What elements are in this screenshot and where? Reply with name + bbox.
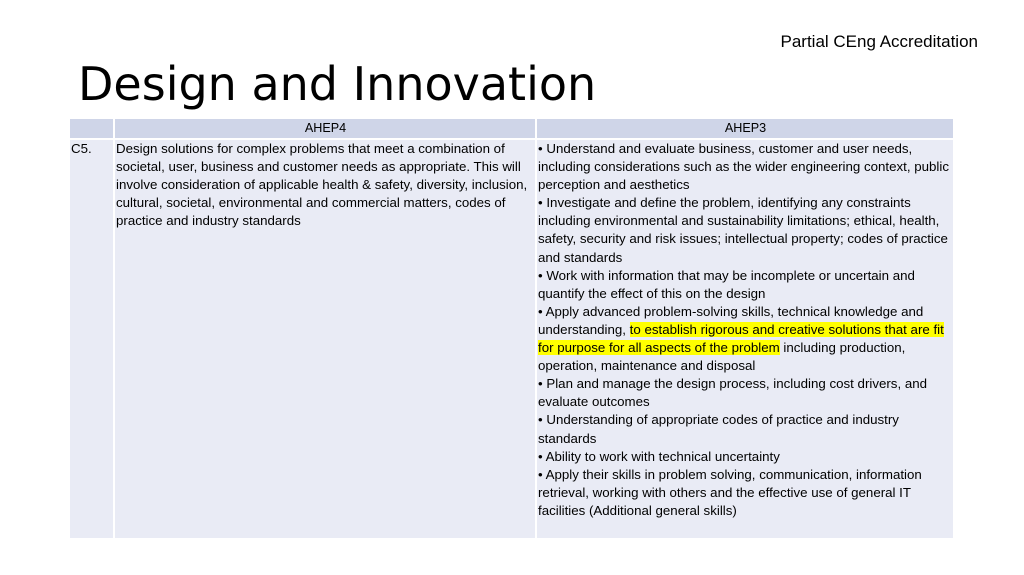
highlight-after: including production, operation, maintenance and disposal [538, 340, 906, 374]
slide-subtitle: Partial CEng Accreditation [780, 32, 978, 51]
list-item: • Plan and manage the design process, including cost drivers, and evaluate outcomes [538, 376, 928, 410]
highlight-before: • Apply advanced problem-solving skills, technical knowledge and understanding, [538, 303, 924, 337]
header-cell-ahep3: AHEP3 [536, 119, 953, 139]
list-item-highlighted [538, 303, 953, 375]
highlighted-text: to establish rigorous and creative solutions that are fit for purpose for all aspects of the problem [538, 321, 944, 356]
list-item: • Understanding of appropriate codes of practice and industry standards [538, 412, 899, 446]
row-code: C5. [70, 139, 114, 538]
table-row [70, 139, 953, 538]
list-item: • Apply their skills in problem solving, communication, information retrieval, working with others and the effective use of general IT facilities (Additional general skills) [538, 466, 922, 518]
list-item: • Ability to work with technical uncertainty [538, 448, 780, 464]
header-cell-ahep4: AHEP4 [114, 119, 536, 139]
ahep3-bullet-list [538, 140, 953, 520]
row-ahep4-text: Design solutions for complex problems that meet a combination of societal, user, business and customer needs as appropriate. This will involve consideration of applicable health & safety, diversity, inclusion, cultural, societal, environmental and commercial matters, codes of practice and industry standards [114, 139, 536, 538]
table-header-row [70, 119, 953, 139]
slide-title: Design and Innovation [78, 57, 597, 111]
header-cell-code [70, 119, 114, 139]
list-item: • Investigate and define the problem, identifying any constraints including environmental and sustainability limitations; ethical, health, safety, security and risk issues; intellectual property; codes of practice and standards [538, 195, 948, 265]
list-item: • Understand and evaluate business, customer and user needs, including considerations such as the wider engineering context, public perception and aesthetics [538, 141, 949, 193]
accreditation-table [70, 119, 953, 538]
list-item: • Work with information that may be incomplete or uncertain and quantify the effect of this on the design [538, 267, 915, 301]
row-ahep3-cell [536, 139, 953, 538]
